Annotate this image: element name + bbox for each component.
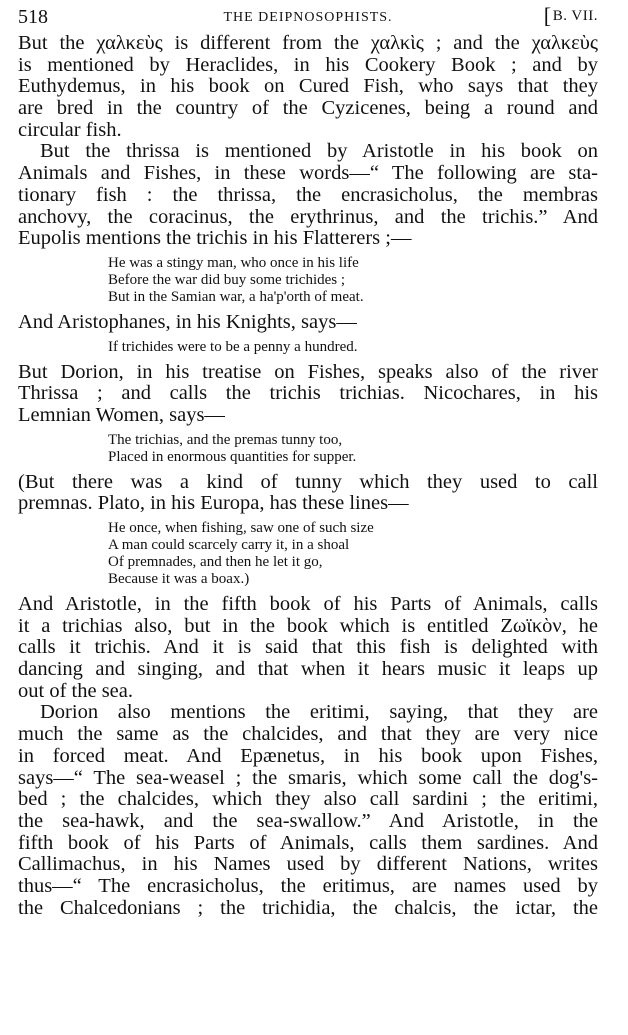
text-line: calls it trichis. And it is said that this fish is delighted with: [18, 636, 598, 659]
verse-line: Before the war did buy some trichides ;: [108, 271, 346, 288]
text-line: Eupolis mentions the trichis in his Flatterers ;—: [18, 227, 412, 250]
text-line: And Aristophanes, in his Knights, says—: [18, 310, 357, 333]
paragraph: [18, 472, 598, 515]
page-number: 518: [18, 6, 48, 28]
text-line: out of the sea.: [18, 679, 133, 702]
verse-line: He once, when fishing, saw one of such size: [108, 520, 374, 536]
text-line: Callimachus, in his Names used by different Nations, writes: [18, 853, 598, 876]
text-line: (But there was a kind of tunny which they used to call: [18, 470, 598, 493]
text-line: Thrissa ; and calls the trichis trichias. Nicochares, in his: [18, 382, 598, 405]
verse-line: Of premnades, and then he let it go,: [108, 554, 323, 570]
verse-line: But in the Samian war, a ha'p'orth of meat.: [108, 288, 364, 305]
text-line: is mentioned by Heraclides, in his Cookery Book ; and by: [18, 53, 598, 76]
text-line: Animals and Fishes, in these words—“ The following are sta-: [18, 162, 598, 185]
text-line: much the same as the chalcides, and that they are very nice: [18, 723, 598, 746]
page-body: [18, 33, 598, 919]
paragraph: [18, 33, 598, 141]
verse-line: If trichides were to be a penny a hundred.: [108, 338, 358, 355]
text-line: Euthydemus, in his book on Cured Fish, who says that they: [18, 75, 598, 98]
text-line: says—“ The sea-weasel ; the smaris, which some call the dog's-: [18, 766, 598, 789]
text-line: But the thrissa is mentioned by Aristotle in his book on: [40, 140, 598, 163]
text-line: premnas. Plato, in his Europa, has these lines—: [18, 492, 409, 515]
verse-line: The trichias, and the premas tunny too,: [108, 431, 343, 448]
verse-quote: [18, 339, 598, 356]
paragraph: [18, 594, 598, 702]
text-line: Lemnian Women, says—: [18, 403, 225, 426]
paragraph: [18, 702, 598, 919]
text-line: the sea-hawk, and the sea-swallow.” And Aristotle, in the: [18, 809, 598, 832]
text-line: the Chalcedonians ; the trichidia, the chalcis, the ictar, the: [18, 896, 598, 919]
verse-quote: [18, 432, 598, 466]
text-line: tionary fish : the thrissa, the encrasicholus, the membras: [18, 183, 598, 206]
text-line: bed ; the chalcides, which they also call sardini ; the eritimi,: [18, 788, 598, 811]
text-line: are bred in the country of the Cyzicenes, being a round and: [18, 97, 598, 120]
text-line: circular fish.: [18, 118, 122, 141]
paragraph: [18, 141, 598, 249]
text-line: But Dorion, in his treatise on Fishes, speaks also of the river: [18, 360, 598, 383]
running-title: THE DEIPNOSOPHISTS.: [223, 10, 393, 25]
page-header: [18, 6, 598, 30]
text-line: Dorion also mentions the eritimi, saying, that they are: [40, 701, 598, 724]
verse-line: Because it was a boax.): [108, 571, 250, 587]
verse-quote: [18, 255, 598, 306]
verse-line: A man could scarcely carry it, in a shoal: [108, 537, 350, 553]
text-line: dancing and singing, and that when it hears music it leaps up: [18, 658, 598, 681]
verse-quote: [18, 520, 598, 588]
text-line: thus—“ The encrasicholus, the eritimus, are names used by: [18, 874, 598, 897]
text-line: in forced meat. And Epænetus, in his book upon Fishes,: [18, 744, 598, 767]
text-line: And Aristotle, in the fifth book of his Parts of Animals, calls: [18, 593, 598, 615]
text-line: anchovy, the coracinus, the erythrinus, and the trichis.” And: [18, 205, 598, 228]
text-line: fifth book of his Parts of Animals, calls them sardines. And: [18, 831, 598, 854]
text-line: But the χαλκεὺς is different from the χαλκὶς ; and the χαλκεὺς: [18, 32, 598, 54]
verse-line: He was a stingy man, who once in his life: [108, 254, 359, 271]
paragraph: [18, 362, 598, 427]
paragraph: [18, 312, 598, 334]
verse-line: Placed in enormous quantities for supper.: [108, 448, 357, 465]
book-label: [ B. VII.: [553, 8, 598, 25]
text-line: it a trichias also, but in the book which is entitled Ζωϊκὸν, he: [18, 614, 598, 637]
